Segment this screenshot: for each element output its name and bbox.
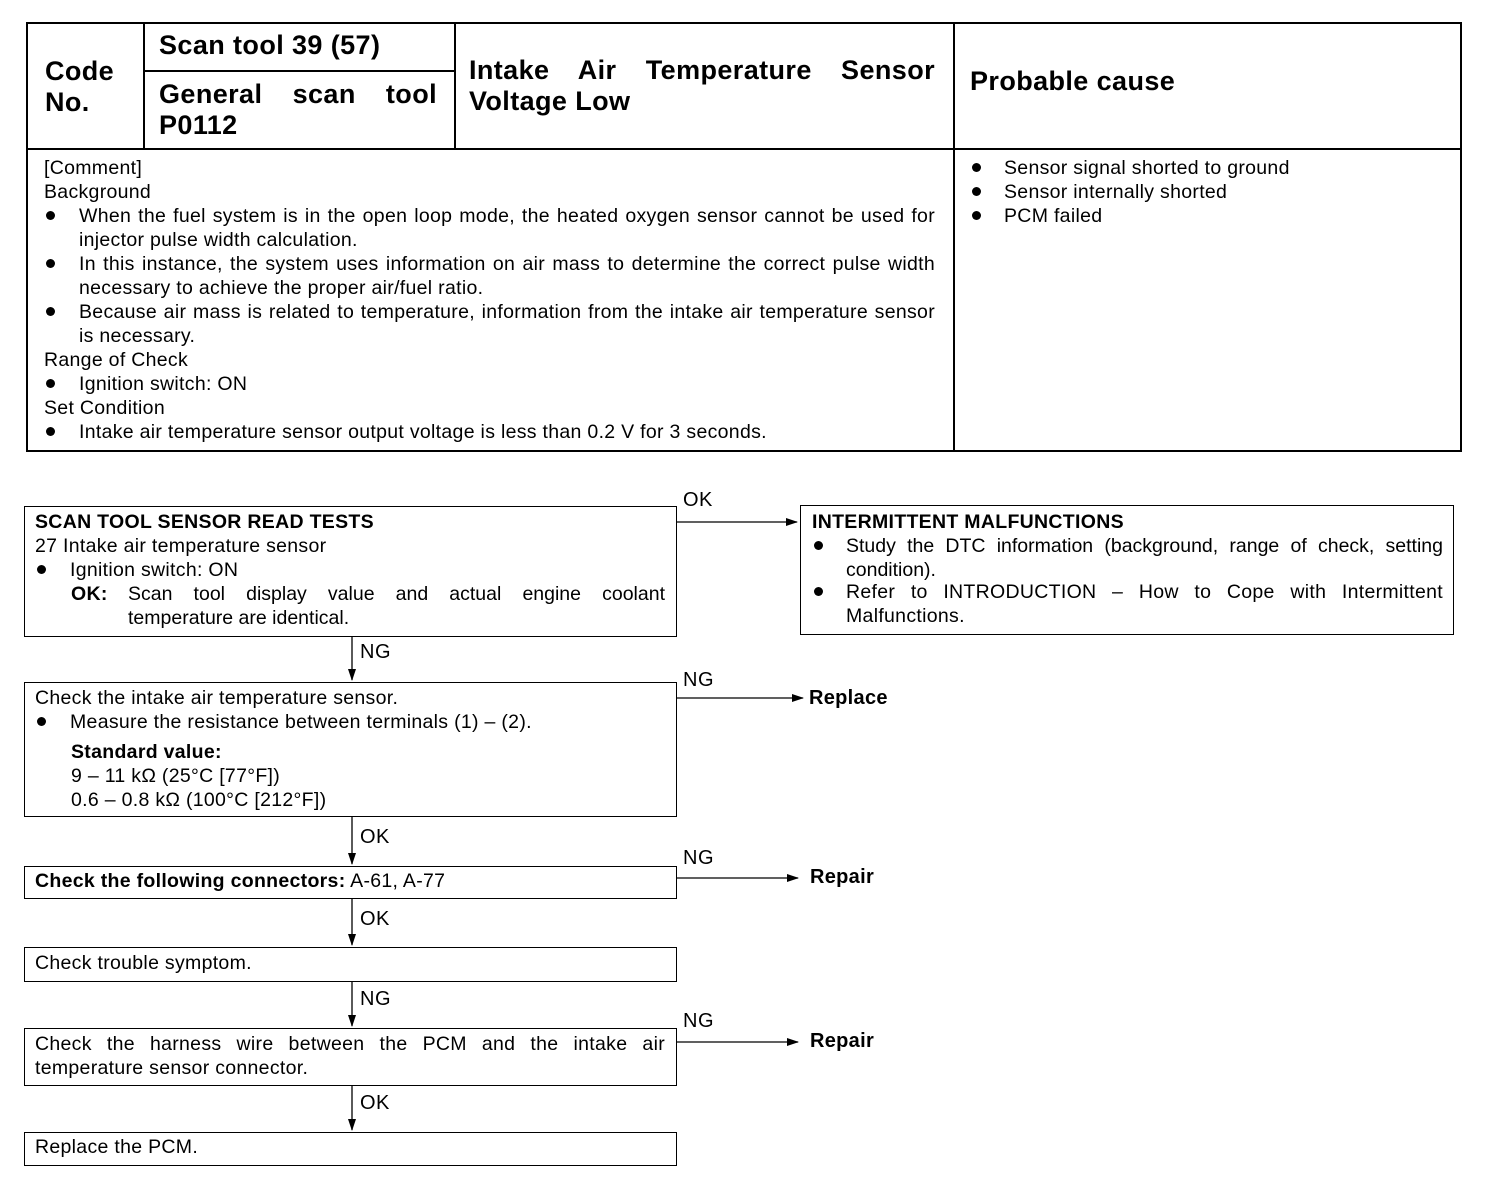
bullet-icon: [37, 717, 46, 726]
probable-cause-item: Sensor internally shorted: [1004, 181, 1228, 203]
ng-label: NG: [360, 641, 391, 663]
ok-criteria-text: Scan tool display value and actual engine coolant temperature are identical.: [128, 583, 665, 629]
ok-label: OK: [683, 489, 713, 511]
probable-cause-label: Probable cause: [970, 66, 1176, 96]
range-of-check-label: Range of Check: [44, 349, 189, 371]
range-item: Ignition switch: ON: [79, 373, 248, 395]
step-bullet: Ignition switch: ON: [70, 559, 239, 581]
step-line: Check the harness wire between the PCM and the intake air temperature sensor connector.: [35, 1033, 665, 1079]
standard-value: 0.6 – 0.8 kΩ (100°C [212°F]): [71, 789, 327, 811]
step-line: Replace the PCM.: [35, 1136, 199, 1158]
background-item: When the fuel system is in the open loop mode, the heated oxygen sensor cannot be used for injector pulse width calculation.: [79, 205, 935, 251]
ng-label: NG: [683, 1010, 714, 1032]
step-bullet: Measure the resistance between terminals (1) – (2).: [70, 711, 532, 733]
background-label: Background: [44, 181, 152, 203]
bullet-icon: [814, 541, 823, 550]
dtc-title: Intake Air Temperature Sensor Voltage Low: [469, 55, 935, 116]
intermittent-item: Study the DTC information (background, range of check, setting condition).: [846, 535, 1443, 581]
step-line: Check the intake air temperature sensor.: [35, 687, 399, 709]
bullet-icon: [37, 565, 46, 574]
ok-criteria-label: OK:: [71, 583, 108, 605]
connector-ids: A-61, A-77: [345, 870, 446, 892]
comment-label: [Comment]: [44, 157, 143, 179]
code-no-label: Code No.: [45, 56, 115, 117]
intermittent-title: INTERMITTENT MALFUNCTIONS: [812, 511, 1124, 533]
ok-label: OK: [360, 1092, 390, 1114]
ng-label: NG: [683, 847, 714, 869]
standard-value-label: Standard value:: [71, 741, 222, 763]
replace-result: Replace: [809, 687, 888, 709]
scan-tool-code: Scan tool 39 (57): [159, 30, 381, 60]
step-line: 27 Intake air temperature sensor: [35, 535, 327, 557]
probable-cause-item: PCM failed: [1004, 205, 1103, 227]
ok-label: OK: [360, 908, 390, 930]
background-item: In this instance, the system uses information on air mass to determine the correct pulse width necessary to achieve the proper air/fuel ratio.: [79, 253, 935, 299]
set-condition-label: Set Condition: [44, 397, 165, 419]
set-condition-item: Intake air temperature sensor output voltage is less than 0.2 V for 3 seconds.: [79, 421, 767, 443]
background-item: Because air mass is related to temperature, information from the intake air temperature sensor is necessary.: [79, 301, 935, 347]
step-title: SCAN TOOL SENSOR READ TESTS: [35, 511, 374, 533]
check-connectors-text: [35, 869, 445, 893]
bullet-icon: [814, 587, 823, 596]
ok-label: OK: [360, 826, 390, 848]
repair-result: Repair: [810, 1030, 875, 1052]
general-scan-tool-code: General scan tool P0112: [159, 79, 437, 140]
step-line: Check trouble symptom.: [35, 952, 252, 974]
standard-value: 9 – 11 kΩ (25°C [77°F]): [71, 765, 281, 787]
ng-label: NG: [360, 988, 391, 1010]
intermittent-item: Refer to INTRODUCTION – How to Cope with Intermittent Malfunctions.: [846, 581, 1443, 627]
check-connectors-label: Check the following connectors:: [35, 870, 346, 892]
probable-cause-item: Sensor signal shorted to ground: [1004, 157, 1290, 179]
repair-result: Repair: [810, 866, 875, 888]
ng-label: NG: [683, 669, 714, 691]
